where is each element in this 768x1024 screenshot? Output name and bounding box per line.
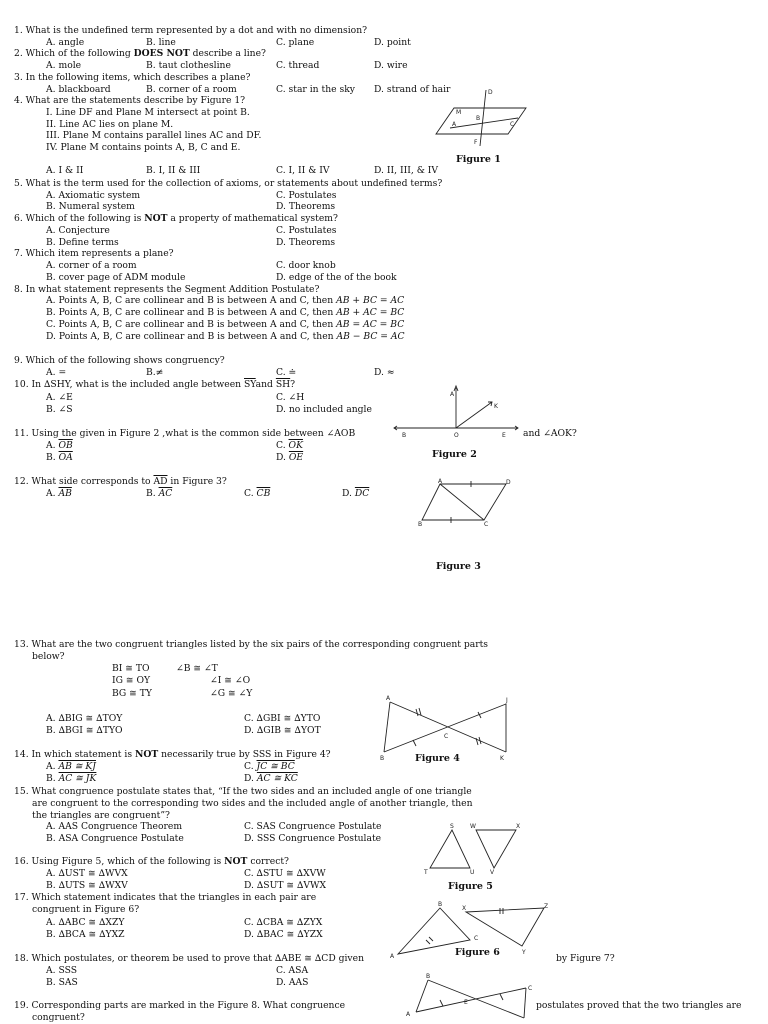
q13-pair-2: IG ≅ OY [112,675,151,686]
q13-option-d: D. ∆GIB ≅ ∆YOT [244,725,321,736]
q7-stem: 7. Which item represents a plane? [14,248,174,259]
q18-option-a: A. SSS [46,965,78,976]
triangle-wxv [476,830,516,868]
segment-ab [384,702,390,752]
q11-option-a: A. $\overline{OB}$ [46,440,73,451]
q6-option-b: B. Define terms [46,237,119,248]
q4-stem: 4. What are the statements describe by Figure 1? [14,95,246,106]
fig3-label-a: A [438,478,443,485]
fig8-label-c: C [528,985,533,992]
figure-4-label: Figure 4 [415,753,460,764]
q4-statement-1: I. Line DF and Plane M intersect at point B. [46,107,250,118]
q9-option-b: B.≠ [146,367,164,378]
fig2-label-a: A [450,391,455,398]
q4-option-a: A. I & II [46,165,84,176]
q15-stem-line-3: the triangles are congruent”? [32,810,170,821]
segment-bj [384,704,506,752]
ray-ok [456,402,492,428]
fig6-label-c: C [474,935,479,942]
q17-stem-line-2: congruent in Figure 6? [32,904,140,915]
fig3-label-b: B [418,521,423,528]
fig5-label-u: U [470,869,475,876]
q9-stem: 9. Which of the following shows congruency? [14,355,225,366]
fig2-label-o: O [454,432,459,439]
q8-option-a: A. Points A, B, C are collinear and B is between A and C, then AB + BC = AC [46,295,405,306]
q13-option-a: A. ∆BIG ≅ ∆TOY [46,713,123,724]
q13-stem: 13. What are the two congruent triangles listed by the six pairs of the corresponding congruent parts [14,639,489,650]
fig6-label-z: Z [544,903,549,910]
figure-2-label: Figure 2 [432,449,477,460]
q4-statement-4: IV. Plane M contains points A, B, C and E. [46,142,241,153]
q10-option-d: D. no included angle [276,404,372,415]
q14-option-b: B. AC ≅ JK [46,773,97,784]
figure-5-triangles-diagram [424,822,524,876]
q5-stem: 5. What is the term used for the collection of axioms, or statements about undefined terms? [14,178,443,189]
fig4-label-j: J [506,697,508,704]
svg-text:A: A [452,121,457,128]
q4-statement-2: II. Line AC lies on plane M. [46,119,174,130]
fig8-label-e: E [464,999,468,1006]
q15-option-a: A. AAS Congruence Theorem [46,821,183,832]
q4-statement-3: III. Plane M contains parallel lines AC and DF. [46,130,262,141]
q19-stem: 19. Corresponding parts are marked in the Figure 8. What congruence [14,1000,346,1011]
q1-option-b: B. line [146,37,176,48]
q13-pair-5: ∠I ≅ ∠O [210,675,251,686]
q6-option-d: D. Theorems [276,237,336,248]
q10-option-c: C. ∠H [276,392,305,403]
q16-option-b: B. ∆UTS ≅ ∆WXV [46,880,128,891]
figure-2-angle-diagram [392,382,520,442]
q12-option-a: A. $\overline{AB}$ [46,488,72,499]
q13-pair-1: BI ≅ TO [112,663,150,674]
fig4-label-a: A [386,695,391,702]
q17-option-b: B. ∆BCA ≅ ∆YXZ [46,929,125,940]
q1-option-a: A. angle [46,37,85,48]
figure-1-label: Figure 1 [456,154,501,165]
fig2-label-b: B [402,432,407,439]
q12-option-d: D. $\overline{DC}$ [342,488,370,499]
q13-pair-4: ∠B ≅ ∠T [176,663,218,674]
figure-3-label: Figure 3 [436,561,481,572]
q19-stem-line-2: congruent? [32,1012,85,1023]
q15-stem: 15. What congruence postulate states that, “If the two sides and an included angle of one triangle [14,786,472,797]
svg-text:F: F [474,139,478,146]
q3-option-b: B. corner of a room [146,84,237,95]
q4-option-c: C. I, II & IV [276,165,330,176]
q1-stem: 1. What is the undefined term represented by a dot and with no dimension? [14,25,368,36]
q12-option-b: B. $\overline{AC}$ [146,488,173,499]
q8-option-b: B. Points A, B, C are collinear and B is between A and C, then AB + AC = BC [46,307,405,318]
fig6-label-a: A [390,953,395,960]
q11-option-c: C. $\overline{OK}$ [276,440,303,451]
fig6-label-b: B [438,901,443,908]
q10-option-a: A. ∠E [46,392,73,403]
q13-pair-6: ∠G ≅ ∠Y [210,688,253,699]
q1-option-d: D. point [374,37,411,48]
line-ac [450,118,518,128]
fig5-label-t: T [424,869,428,876]
svg-text:D: D [488,89,493,96]
q18-option-d: D. AAS [276,977,309,988]
parallelogram-abcd [422,484,506,520]
q11-option-d: D. $\overline{OE}$ [276,452,304,463]
q2-stem: 2. Which of the following DOES NOT describe a line? [14,48,266,59]
q9-option-d: D. ≈ [374,367,395,378]
fig5-label-w: W [470,823,476,830]
figure-8-triangles-diagram [404,972,534,1024]
line-df [480,90,486,146]
q4-option-b: B. I, II & III [146,165,201,176]
q7-option-d: D. edge of the of the book [276,272,397,283]
q3-stem: 3. In the following items, which describes a plane? [14,72,251,83]
figure-4-bowtie-diagram [380,694,516,762]
q2-option-b: B. taut clothesline [146,60,231,71]
q13-stem-line-2: below? [32,651,65,662]
q18-option-c: C. ASA [276,965,309,976]
q14-stem: 14. In which statement is NOT necessarily true by SSS in Figure 4? [14,749,331,760]
q17-option-d: D. ∆BAC ≅ ∆YZX [244,929,323,940]
q11-stem-tail: and ∠AOK? [523,428,577,439]
q17-option-c: C. ∆CBA ≅ ∆ZYX [244,917,323,928]
q18-option-b: B. SAS [46,977,78,988]
fig5-label-v: V [490,869,495,876]
q12-option-c: C. $\overline{CB}$ [244,488,271,499]
triangle-stu [430,830,470,868]
fig2-label-e: E [502,432,506,439]
q16-stem: 16. Using Figure 5, which of the following is NOT correct? [14,856,289,867]
segment-c-side [524,988,526,1018]
q7-option-c: C. door knob [276,260,336,271]
q14-option-c: C. JC ≅ BC [244,761,295,772]
q7-option-b: B. cover page of ADM module [46,272,186,283]
fig2-label-k: K [494,403,498,410]
q13-option-b: B. ∆BGI ≅ ∆TYO [46,725,123,736]
figure-5-label: Figure 5 [448,881,493,892]
q5-option-c: C. Postulates [276,190,337,201]
q18-stem: 18. Which postulates, or theorem be used to prove that ∆ABE ≅ ∆CD given [14,953,364,964]
fig6-label-y: Y [522,949,526,956]
q7-option-a: A. corner of a room [46,260,137,271]
figure-3-parallelogram-diagram [418,478,514,528]
q14-option-a: A. AB ≅ KJ [46,761,96,772]
q2-option-c: C. thread [276,60,320,71]
q15-option-b: B. ASA Congruence Postulate [46,833,184,844]
q17-option-a: A. ∆ABC ≅ ∆XZY [46,917,125,928]
svg-text:C: C [510,121,515,128]
q12-stem: 12. What side corresponds to $\overline{AD}$ in Figure 3? [14,476,227,487]
q11-option-b: B. $\overline{OA}$ [46,452,73,463]
fig4-label-k: K [500,755,504,762]
fig8-label-a: A [406,1011,411,1018]
figure-1-plane-diagram [436,86,528,148]
svg-text:B: B [476,115,481,122]
q17-stem: 17. Which statement indicates that the triangles in each pair are [14,892,317,903]
segment-a-long [416,988,526,1012]
fig3-label-d: D [506,479,511,486]
q8-stem: 8. In what statement represents the Segment Addition Postulate? [14,284,320,295]
fig5-label-x: X [516,823,521,830]
q16-option-a: A. ∆UST ≅ ∆WVX [46,868,128,879]
q8-option-d: D. Points A, B, C are collinear and B is between A and C, then AB − BC = AC [46,331,405,342]
q15-option-c: C. SAS Congruence Postulate [244,821,382,832]
q15-option-d: D. SSS Congruence Postulate [244,833,382,844]
q4-option-d: D. II, III, & IV [374,165,439,176]
q6-option-a: A. Conjecture [46,225,110,236]
q18-stem-tail: by Figure 7? [556,953,615,964]
diagonal-ac [440,484,484,520]
q3-option-d: D. strand of hair [374,84,451,95]
q8-option-c: C. Points A, B, C are collinear and B is between A and C, then AB = AC = BC [46,319,405,330]
q6-stem: 6. Which of the following is NOT a property of mathematical system? [14,213,338,224]
q10-option-b: B. ∠S [46,404,73,415]
svg-text:M: M [456,109,462,116]
fig5-label-s: S [450,823,454,830]
q10-stem: 10. In ∆SHY, what is the included angle between $\overline{SY}and$ $\overline{SH}$? [14,379,296,390]
q14-option-d: D. AC ≅ KC [244,773,298,784]
q3-option-a: A. blackboard [46,84,111,95]
q1-option-c: C. plane [276,37,315,48]
q9-option-a: A. = [46,367,67,378]
q13-option-c: C. ∆GBI ≅ ∆YTO [244,713,321,724]
q15-stem-line-2: are congruent to the corresponding two sides and the included angle of another triangle, then [32,798,473,809]
q16-option-c: C. ∆STU ≅ ∆XVW [244,868,326,879]
fig3-label-c: C [484,521,489,528]
segment-ba [416,980,428,1012]
fig6-label-x: X [462,905,467,912]
q13-pair-3: BG ≅ TY [112,688,152,699]
q2-option-d: D. wire [374,60,408,71]
q2-option-a: A. mole [46,60,82,71]
q19-stem-tail: postulates proved that the two triangles are [536,1000,742,1011]
fig4-label-b: B [380,755,385,762]
q5-option-b: B. Numeral system [46,201,135,212]
figure-6-label: Figure 6 [455,947,500,958]
q6-option-c: C. Postulates [276,225,337,236]
q5-option-a: A. Axiomatic system [46,190,141,201]
fig8-label-b: B [426,973,431,980]
q3-option-c: C. star in the sky [276,84,355,95]
q9-option-c: C. ≐ [276,367,297,378]
q5-option-d: D. Theorems [276,201,336,212]
q11-stem: 11. Using the given in Figure 2 ,what is the common side between ∠AOB [14,428,356,439]
q16-option-d: D. ∆SUT ≅ ∆VWX [244,880,327,891]
fig4-label-c: C [444,733,449,740]
